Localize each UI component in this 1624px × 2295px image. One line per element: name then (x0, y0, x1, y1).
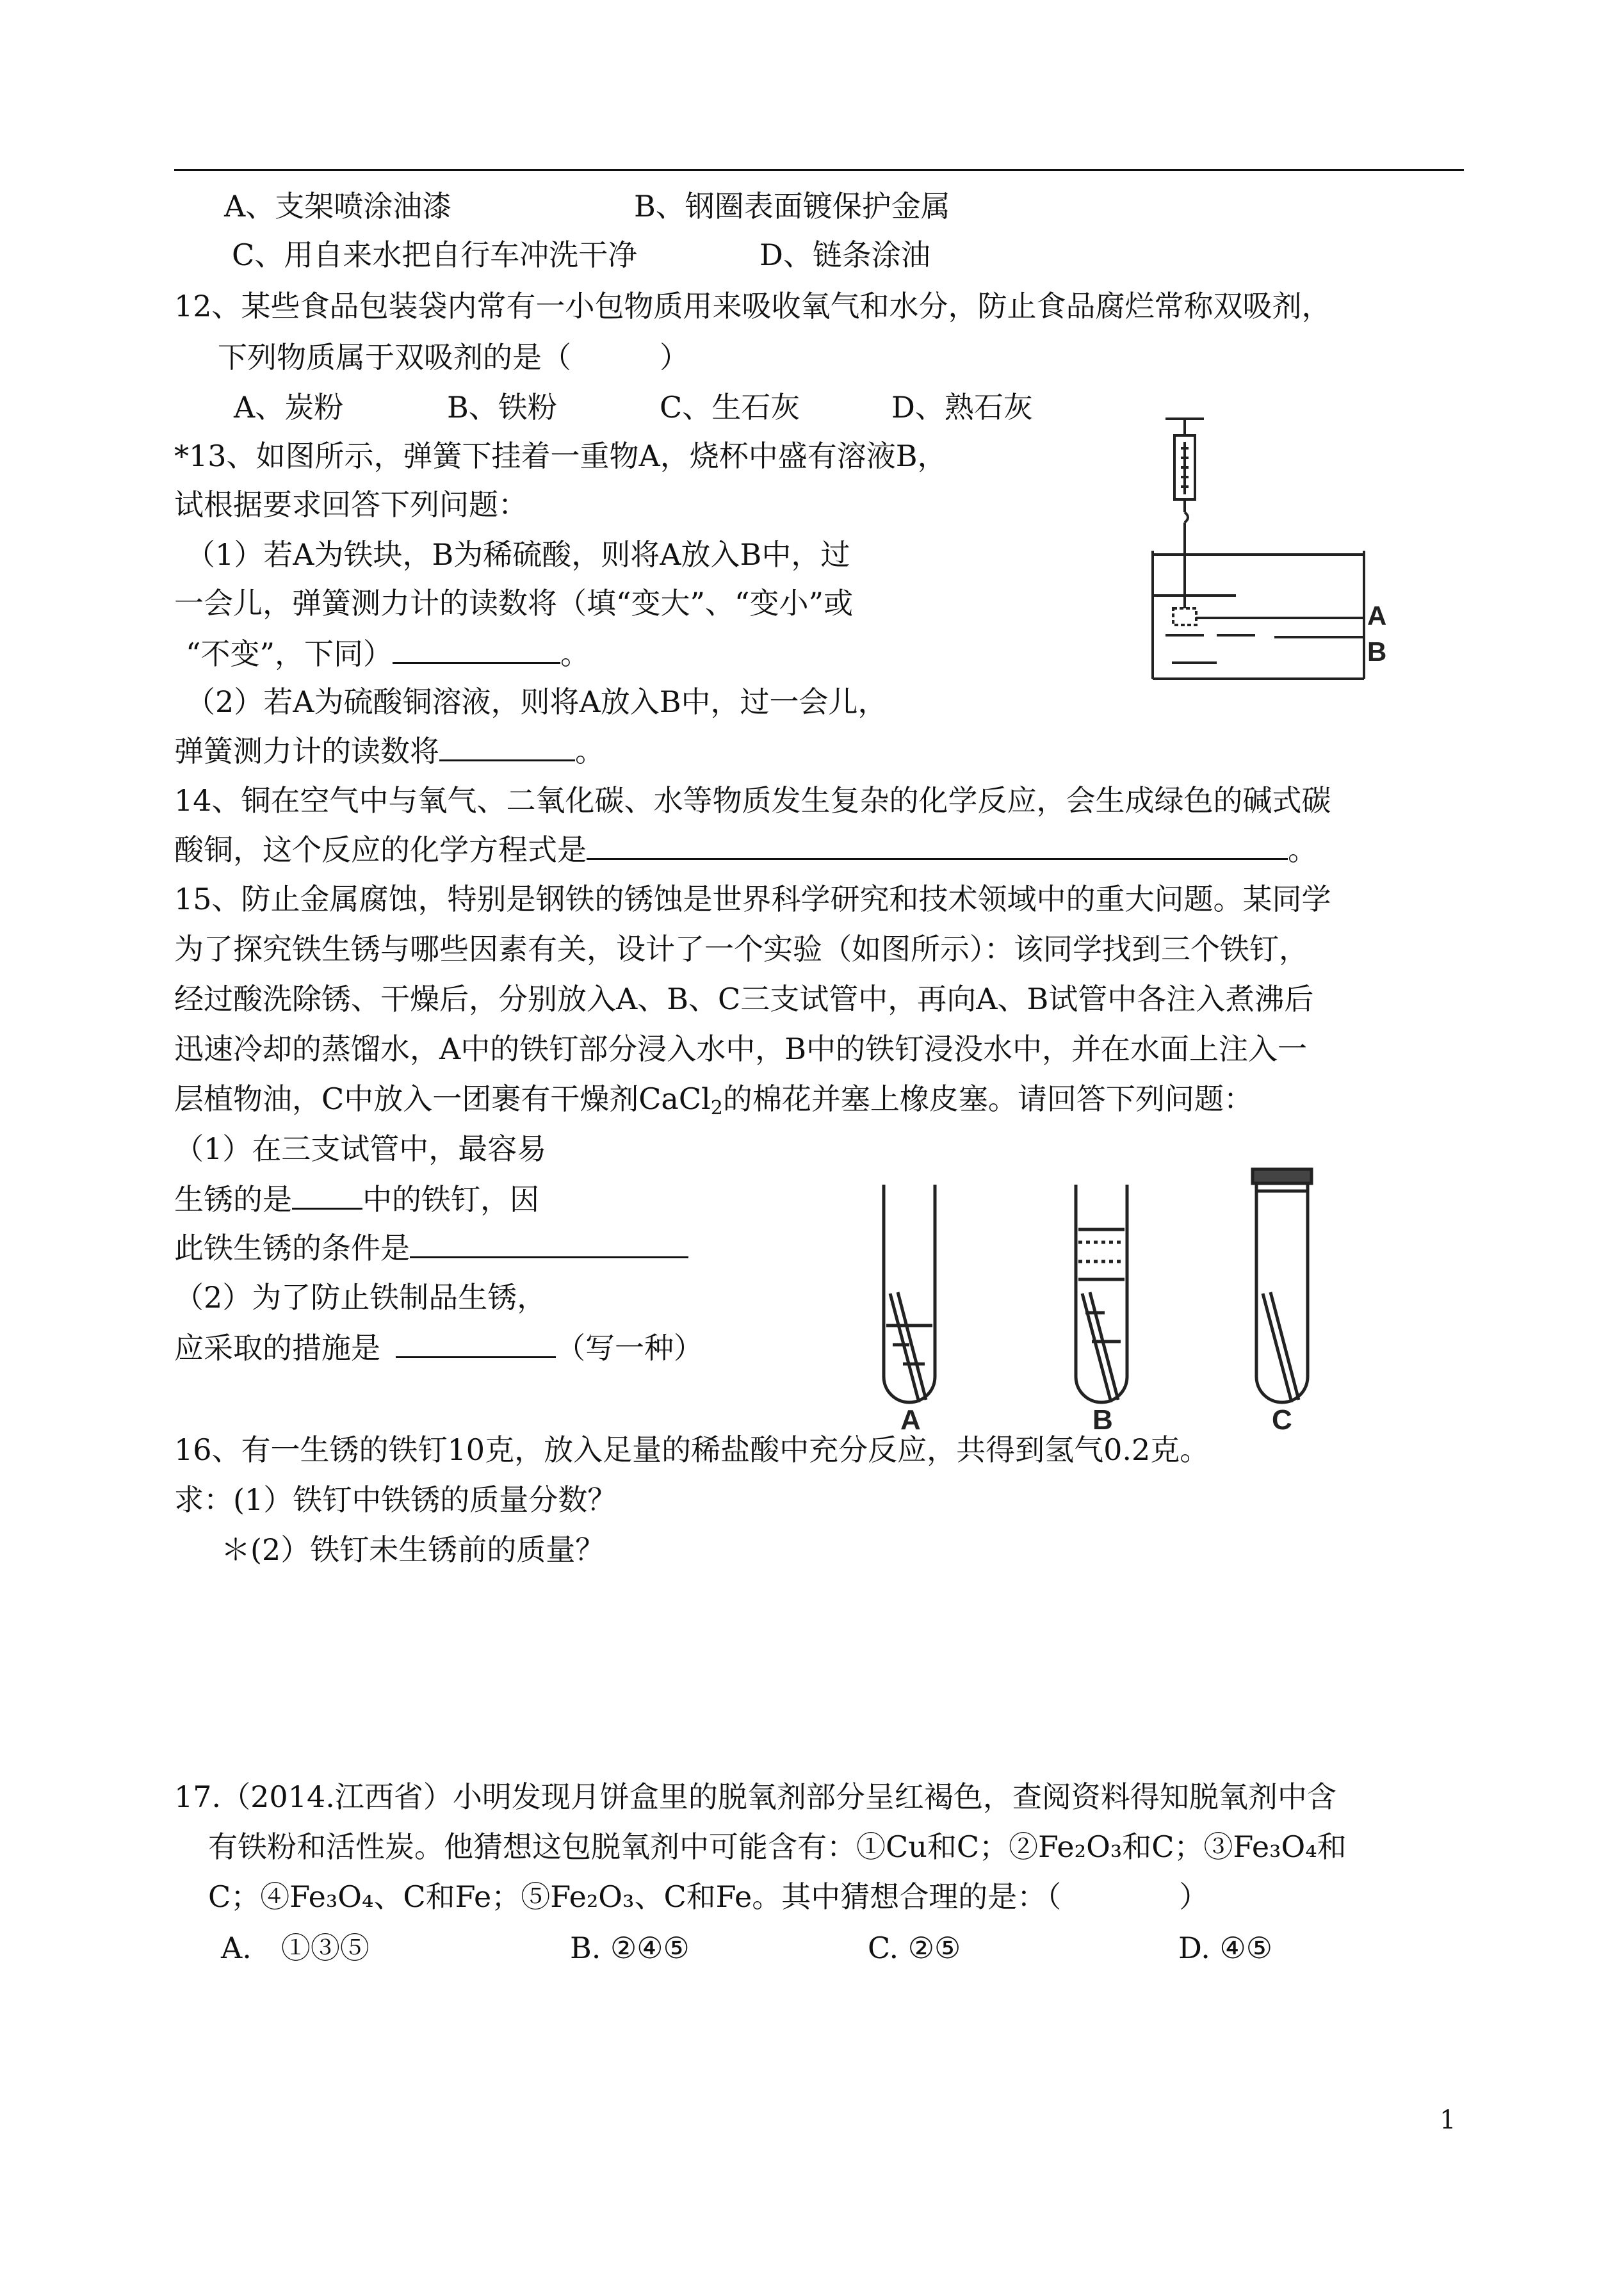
answer-blank[interactable] (587, 830, 1288, 860)
page-number: 1 (1440, 2105, 1456, 2135)
q13-part1-line2: 一会儿，弹簧测力计的读数将（填“变大”、“变小”或 (174, 586, 854, 620)
answer-blank[interactable] (396, 1328, 556, 1358)
q13-stem-line2: 试根据要求回答下列问题： (174, 487, 528, 522)
q13-part1-line3: “不变”，下同） 。 (186, 634, 590, 673)
q12-option-a: A、炭粉 (234, 390, 344, 425)
tube-label-c: C (1272, 1404, 1292, 1434)
q16-part2: ＊(2）铁钉未生锈前的质量？ (221, 1532, 605, 1567)
answer-blank[interactable] (393, 634, 560, 664)
q13-part2-line2: 弹簧测力计的读数将 。 (174, 731, 605, 770)
q17-option-d: D. ④⑤ (1178, 1931, 1272, 1965)
q11-option-c: C、用自来水把自行车冲洗干净 (232, 238, 638, 272)
q17-stem-line1: 17.（2014.江西省）小明发现月饼盒里的脱氧剂部分呈红褐色，查阅资料得知脱氧剂中含 (174, 1780, 1336, 1814)
spring-scale-beaker-figure (1146, 410, 1415, 692)
q17-stem-line2: 有铁粉和活性炭。他猜想这包脱氧剂中可能含有：①Cu和C；②Fe₂O₃和C；③Fe₃O₄和 (208, 1829, 1347, 1864)
q15-part1-line2: 生锈的是 中的铁钉，因 (174, 1180, 539, 1219)
q16-stem-line1: 16、有一生锈的铁钉10克，放入足量的稀盐酸中充分反应，共得到氢气0.2克。 (174, 1432, 1210, 1467)
q12-stem-line1: 12、某些食品包装袋内常有一小包物质用来吸收氧气和水分，防止食品腐烂常称双吸剂， (174, 289, 1331, 323)
q12-stem-line2: 下列物质属于双吸剂的是（ ） (218, 340, 689, 375)
q13-part2-line1: （2）若A为硫酸铜溶液，则将A放入B中，过一会儿， (186, 685, 888, 719)
q12-option-b: B、铁粉 (447, 390, 557, 425)
test-tubes-figure (865, 1165, 1351, 1434)
q11-option-d: D、链条涂油 (759, 238, 930, 272)
q15-stem-line5: 层植物油，C中放入一团裹有干燥剂CaCl$_2$的棉花并塞上橡皮塞。请回答下列问题： (174, 1082, 1253, 1119)
q14-stem-line1: 14、铜在空气中与氧气、二氧化碳、水等物质发生复杂的化学反应，会生成绿色的碱式碳 (174, 783, 1331, 818)
header-rule (174, 169, 1464, 171)
tube-label-a: A (900, 1404, 921, 1434)
figure-label-b: B (1367, 637, 1387, 667)
q15-stem-line3: 经过酸洗除锈、干燥后，分别放入A、B、C三支试管中，再向A、B试管中各注入煮沸后 (174, 982, 1314, 1016)
q16-part1: 求：(1）铁钉中铁锈的质量分数？ (174, 1482, 617, 1517)
q12-option-c: C、生石灰 (660, 390, 800, 425)
q15-stem-line4: 迅速冷却的蒸馏水，A中的铁钉部分浸入水中，B中的铁钉浸没水中，并在水面上注入一 (174, 1032, 1308, 1066)
q13-part1-line1: （1）若A为铁块，B为稀硫酸，则将A放入B中，过 (186, 537, 850, 572)
figure-label-a: A (1367, 601, 1387, 631)
q17-option-c: C. ②⑤ (868, 1931, 961, 1965)
answer-blank[interactable] (410, 1228, 688, 1258)
q11-option-b: B、钢圈表面镀保护金属 (634, 189, 950, 223)
q17-option-a: A. ①③⑤ (221, 1931, 369, 1965)
answer-blank[interactable] (439, 731, 575, 761)
q17-option-b: B. ②④⑤ (570, 1931, 690, 1965)
q17-stem-line3: C；④Fe₃O₄、C和Fe；⑤Fe₂O₃、C和Fe。其中猜想合理的是：（ ） (208, 1879, 1209, 1914)
q15-part1-line1: （1）在三支试管中，最容易 (174, 1131, 547, 1166)
q12-option-d: D、熟石灰 (891, 390, 1033, 425)
q13-stem-line1: *13、如图所示，弹簧下挂着一重物A，烧杯中盛有溶液B， (174, 439, 947, 473)
q15-part2-line2: 应采取的措施是 （写一种） (174, 1328, 703, 1367)
q11-option-a: A、支架喷涂油漆 (224, 189, 452, 223)
q15-part2-line1: （2）为了防止铁制品生锈， (174, 1280, 547, 1315)
q15-part1-line3: 此铁生锈的条件是 (174, 1228, 688, 1267)
q14-stem-line2: 酸铜，这个反应的化学方程式是 。 (174, 830, 1317, 869)
q15-stem-line2: 为了探究铁生锈与哪些因素有关，设计了一个实验（如图所示）：该同学找到三个铁钉， (174, 932, 1308, 966)
answer-blank[interactable] (292, 1180, 362, 1210)
q15-stem-line1: 15、防止金属腐蚀，特别是钢铁的锈蚀是世界科学研究和技术领域中的重大问题。某同学 (174, 882, 1331, 916)
tube-label-b: B (1092, 1404, 1113, 1434)
